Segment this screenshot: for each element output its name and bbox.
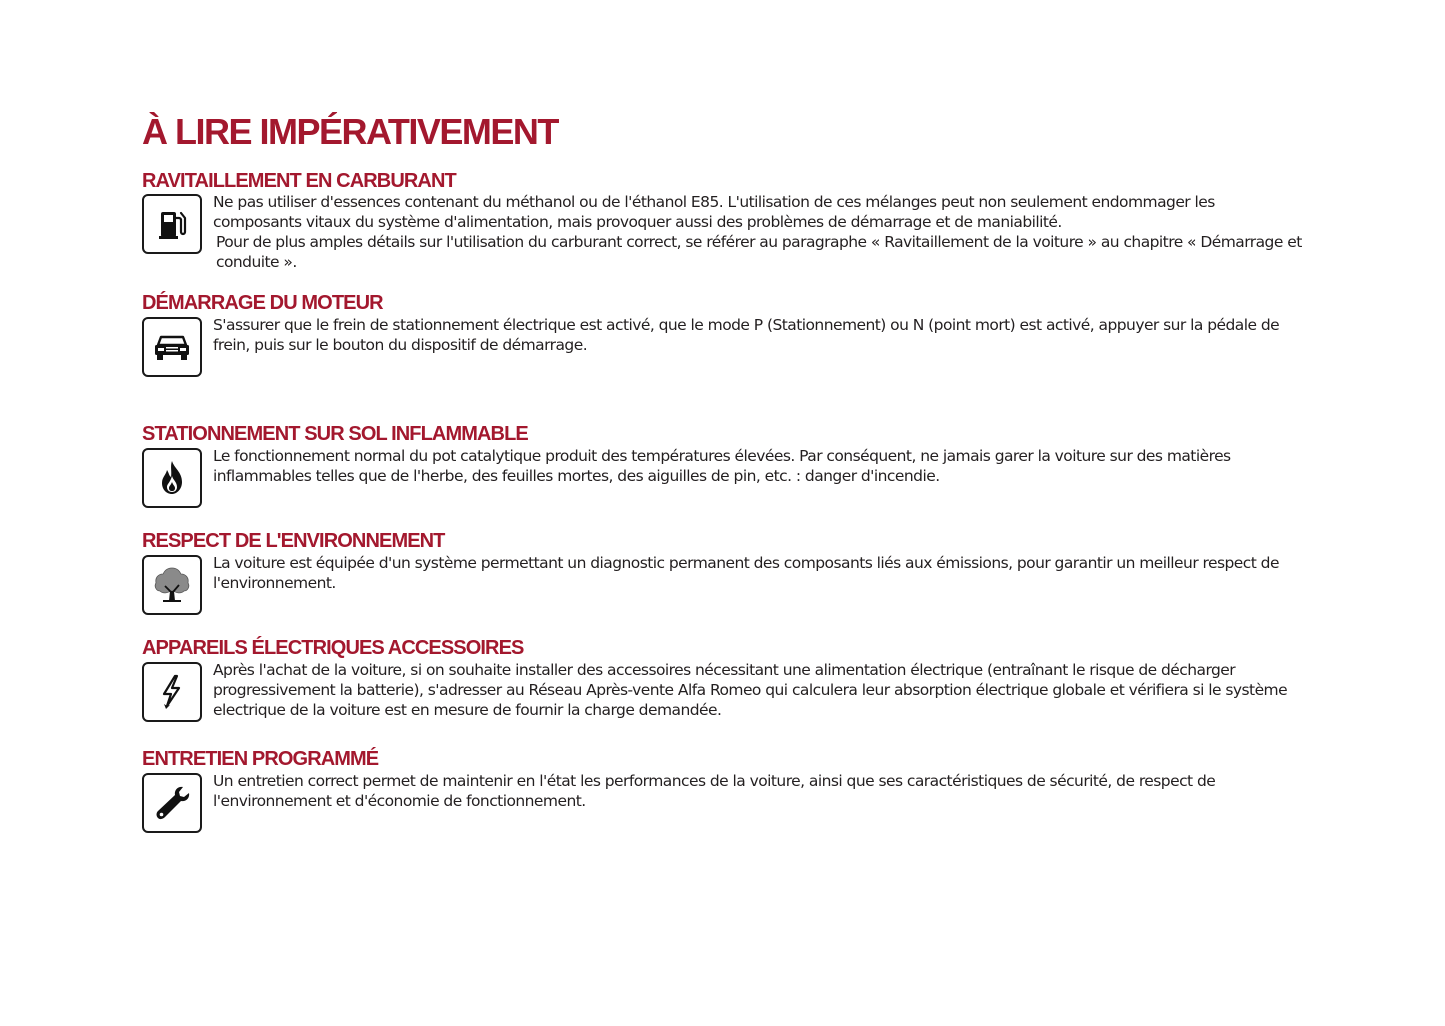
section-body (142, 662, 1302, 722)
paragraph: Après l'achat de la voiture, si on souhaite installer des accessoires nécessitant une alimentation électrique (entraînant le risque de décharger progressivement la batterie), s'adresser au Réseau Après-vente Alfa Romeo qui calculera leur absorption électrique globale et vérifiera si le système electrique de la voiture est en mesure de fournir la charge demandée. (213, 661, 1288, 719)
paragraph: Pour de plus amples détails sur l'utilisation du carburant correct, se référer au paragraphe « Ravitaillement de la voiture » au chapitre « Démarrage et conduite ». (216, 233, 1302, 271)
section-text (213, 771, 1303, 811)
section-body (142, 317, 1302, 377)
section-text (213, 192, 1303, 272)
section-scheduled-maintenance (142, 748, 1302, 833)
section-heading: RESPECT DE L'ENVIRONNEMENT (142, 530, 445, 552)
section-heading: RAVITAILLEMENT EN CARBURANT (142, 170, 456, 192)
paragraph: Le fonctionnement normal du pot catalytique produit des températures élevées. Par conséquent, ne jamais garer la voiture sur des matières inflammables telles que de l'herbe, des feuilles mortes, des aiguilles de pin, etc. : danger d'incendie. (213, 447, 1231, 485)
section-text (213, 446, 1303, 486)
section-body (142, 448, 1302, 508)
section-heading: ENTRETIEN PROGRAMMÉ (142, 748, 379, 770)
section-text (213, 660, 1303, 720)
section-body (142, 555, 1302, 615)
flame-icon (142, 448, 202, 508)
section-electrical-accessories (142, 637, 1302, 722)
lightning-bolt-icon (142, 662, 202, 722)
wrench-icon (142, 773, 202, 833)
section-text (213, 315, 1303, 355)
section-engine-start (142, 292, 1302, 377)
section-flammable-ground (142, 423, 1302, 508)
section-heading: APPAREILS ÉLECTRIQUES ACCESSOIRES (142, 637, 524, 659)
car-front-icon (142, 317, 202, 377)
section-text (213, 553, 1303, 593)
section-heading: DÉMARRAGE DU MOTEUR (142, 292, 383, 314)
paragraph: Ne pas utiliser d'essences contenant du méthanol ou de l'éthanol E85. L'utilisation de ces mélanges peut non seulement endommager les composants vitaux du système d'alimentation, mais provoquer aussi des problèmes de démarrage et de maniabilité. (213, 193, 1215, 231)
section-heading: STATIONNEMENT SUR SOL INFLAMMABLE (142, 423, 528, 445)
paragraph: Un entretien correct permet de maintenir en l'état les performances de la voiture, ainsi que ses caractéristiques de sécurité, de respect de l'environnement et d'économie de fonctionnement. (213, 772, 1216, 810)
paragraph: La voiture est équipée d'un système permettant un diagnostic permanent des composants liés aux émissions, pour garantir un meilleur respect de l'environnement. (213, 554, 1279, 592)
page-title: À LIRE IMPÉRATIVEMENT (142, 111, 558, 152)
paragraph: S'assurer que le frein de stationnement électrique est activé, que le mode P (Stationnement) ou N (point mort) est activé, appuyer sur la pédale de frein, puis sur le bouton du dispositif de démarrage. (213, 316, 1280, 354)
section-environment (142, 530, 1302, 615)
fuel-pump-icon (142, 194, 202, 254)
section-body (142, 193, 1302, 271)
section-fuel (142, 170, 1302, 271)
tree-icon (142, 555, 202, 615)
section-body (142, 773, 1302, 833)
